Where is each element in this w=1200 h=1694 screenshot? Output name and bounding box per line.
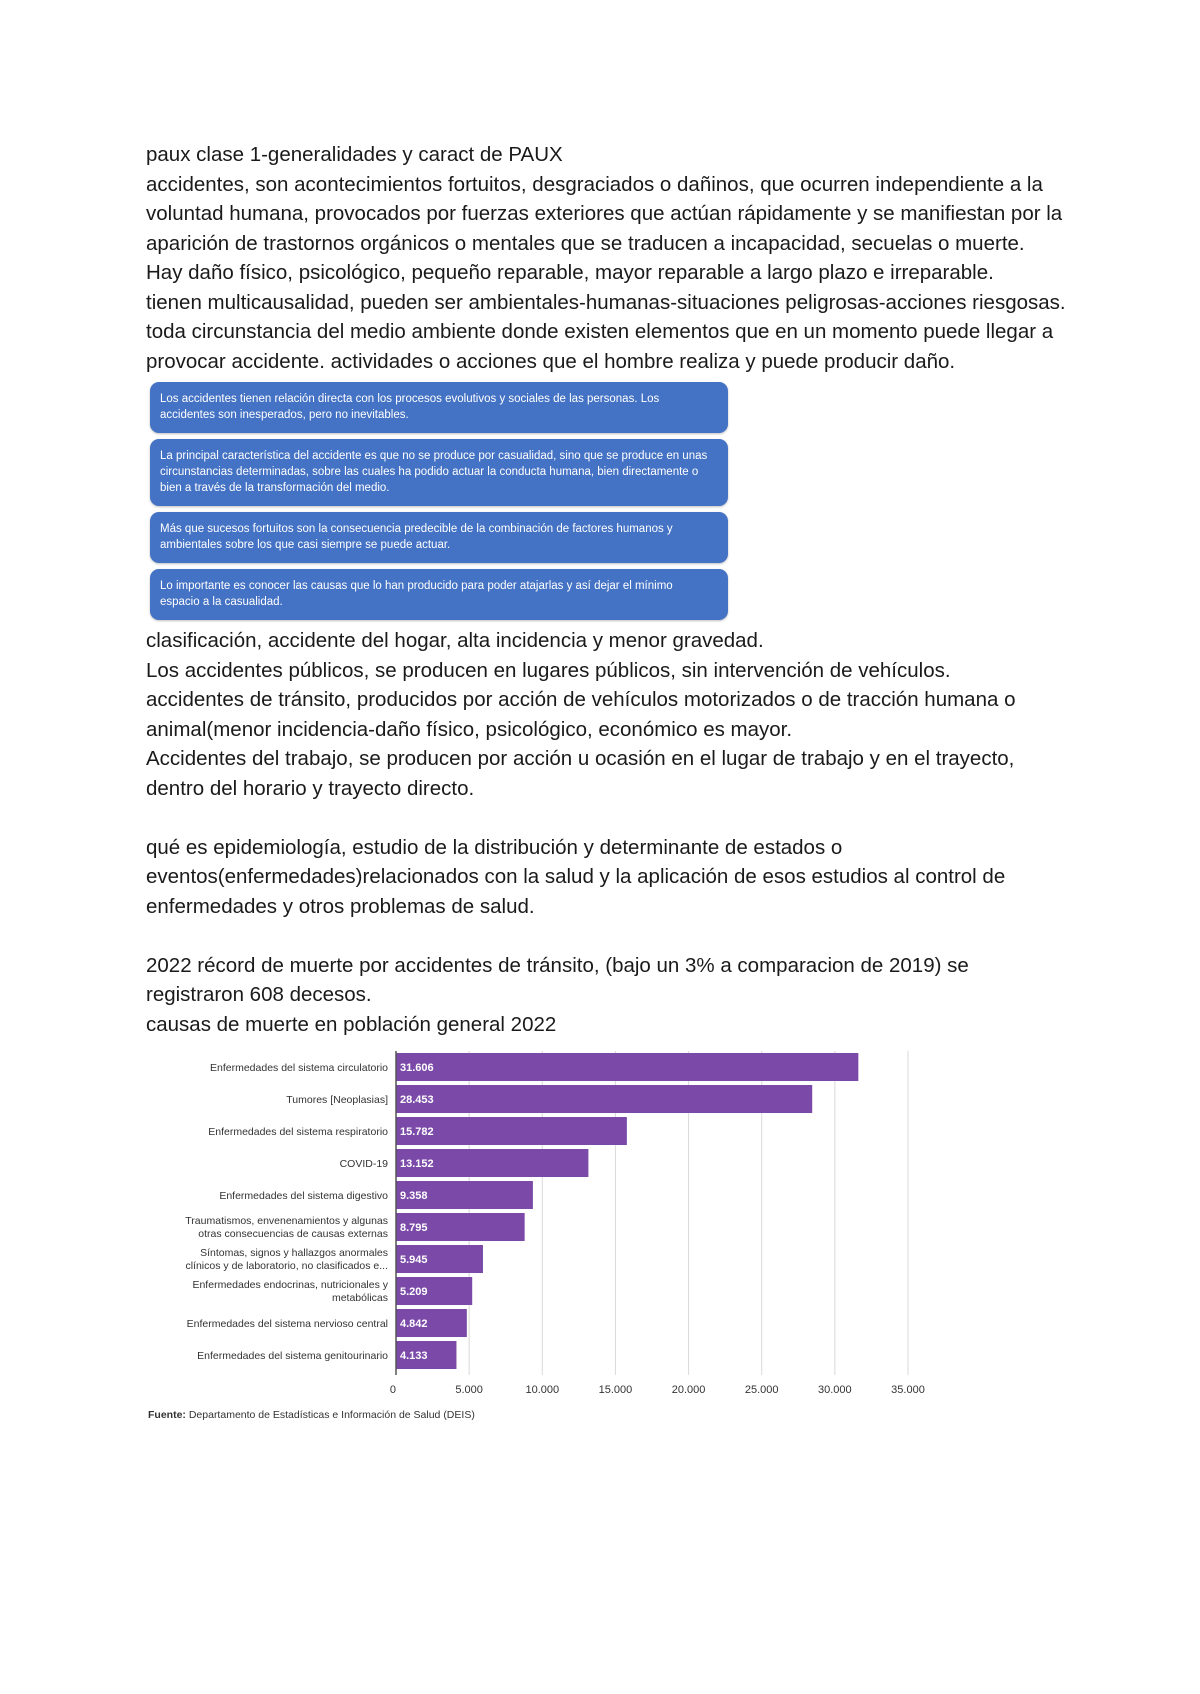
paragraph-traffic-accidents: accidentes de tránsito, producidos por acción de vehículos motorizados o de tracción humana o animal(menor incidencia-daño físico, psicológico, económico es mayor.: [146, 688, 1016, 741]
bar-chart: [146, 1043, 946, 1403]
category-label: Enfermedades endocrinas, nutricionales y: [192, 1279, 388, 1291]
info-box: La principal característica del accidente es que no se produce por casualidad, sino que se produce en unas circunstancias determinadas, sobre las cuales ha podido actuar la conducta humana, bien directamente o bien a través de la transformación del medio.: [150, 439, 728, 506]
bar: [396, 1053, 858, 1081]
category-label: clínicos y de laboratorio, no clasificados e...: [185, 1260, 388, 1272]
category-label: Enfermedades del sistema nervioso central: [186, 1318, 388, 1330]
source-label: Fuente:: [148, 1409, 186, 1421]
category-label: Traumatismos, envenenamientos y algunas: [185, 1215, 388, 1227]
category-label: metabólicas: [331, 1292, 388, 1304]
bar-value-label: 31.606: [400, 1062, 434, 1074]
x-tick-label: 5.000: [455, 1384, 483, 1396]
category-label: otras consecuencias de causas externas: [198, 1228, 388, 1240]
bar-value-label: 9.358: [400, 1190, 428, 1202]
paragraph-damage-types: Hay daño físico, psicológico, pequeño reparable, mayor reparable a largo plazo e irreparable.: [146, 261, 994, 284]
bar-value-label: 13.152: [400, 1158, 434, 1170]
document-title: paux clase 1-generalidades y caract de PAUX: [146, 143, 563, 166]
x-tick-label: 0: [389, 1384, 396, 1396]
paragraph-epidemiology: qué es epidemiología, estudio de la distribución y determinante de estados o eventos(enfermedades)relacionados con la salud y la aplicación de esos estudios al control de enfermedades y otros problemas de salud.: [146, 835, 1006, 918]
blank-line: [146, 921, 1066, 951]
category-label: Enfermedades del sistema genitourinario: [197, 1350, 388, 1362]
category-label: COVID-19: [339, 1158, 388, 1170]
x-tick-label: 30.000: [818, 1384, 852, 1396]
blank-line: [146, 803, 1066, 833]
x-tick-label: 15.000: [598, 1384, 633, 1396]
info-box: Los accidentes tienen relación directa con los procesos evolutivos y sociales de las personas. Los accidentes son inesperados, pero no inevitables.: [150, 382, 728, 433]
source-text: Departamento de Estadísticas e Información de Salud (DEIS): [185, 1409, 475, 1421]
category-label: Enfermedades del sistema digestivo: [219, 1190, 388, 1202]
bar-value-label: 4.133: [400, 1350, 428, 1362]
chart-container: [146, 1043, 946, 1423]
category-label: Tumores [Neoplasias]: [286, 1094, 388, 1106]
paragraph-multicausality: tienen multicausalidad, pueden ser ambientales-humanas-situaciones peligrosas-acciones riesgosas. toda circunstancia del medio ambiente donde existen elementos que en un momento puede llegar a provocar accidente. actividades o acciones que el hombre realiza y puede producir daño.: [146, 290, 1066, 373]
paragraph-traffic-record: 2022 récord de muerte por accidentes de tránsito, (bajo un 3% a comparacion de 2019) se registraron 608 decesos.: [146, 953, 969, 1006]
category-label: Enfermedades del sistema circulatorio: [210, 1062, 388, 1074]
x-tick-label: 10.000: [525, 1384, 560, 1396]
info-box-list: [150, 382, 728, 620]
chart-source: [148, 1409, 475, 1421]
paragraph-accident-definition: accidentes, son acontecimientos fortuitos, desgraciados o dañinos, que ocurren independiente a la voluntad humana, provocados por fuerzas exteriores que actúan rápidamente y se manifiestan por la aparición de trastornos orgánicos o mentales que se traducen a incapacidad, secuelas o muerte.: [146, 172, 1063, 255]
x-tick-label: 20.000: [671, 1384, 706, 1396]
document-page: [146, 140, 1066, 1423]
x-tick-label: 35.000: [891, 1384, 925, 1396]
bar-value-label: 4.842: [400, 1318, 428, 1330]
paragraph-public-accidents: Los accidentes públicos, se producen en lugares públicos, sin intervención de vehículos.: [146, 658, 951, 682]
info-box: Lo importante es conocer las causas que lo han producido para poder atajarlas y así dejar el mínimo espacio a la casualidad.: [150, 569, 728, 620]
chart-caption: causas de muerte en población general 2022: [146, 1012, 557, 1036]
bar-value-label: 8.795: [400, 1222, 428, 1234]
paragraph-classification: clasificación, accidente del hogar, alta incidencia y menor gravedad.: [146, 629, 764, 652]
bar-value-label: 28.453: [400, 1094, 434, 1106]
bar: [396, 1085, 812, 1113]
bar-value-label: 5.209: [400, 1286, 428, 1298]
category-label: Enfermedades del sistema respiratorio: [208, 1126, 388, 1138]
bar-value-label: 15.782: [400, 1126, 434, 1138]
paragraph-work-accidents: Accidentes del trabajo, se producen por acción u ocasión en el lugar de trabajo y en el trayecto, dentro del horario y trayecto directo.: [146, 747, 1015, 800]
info-box: Más que sucesos fortuitos son la consecuencia predecible de la combinación de factores humanos y ambientales sobre los que casi siempre se puede actuar.: [150, 512, 728, 563]
x-tick-label: 25.000: [744, 1384, 779, 1396]
bar-value-label: 5.945: [400, 1254, 428, 1266]
category-label: Síntomas, signos y hallazgos anormales: [200, 1247, 388, 1259]
